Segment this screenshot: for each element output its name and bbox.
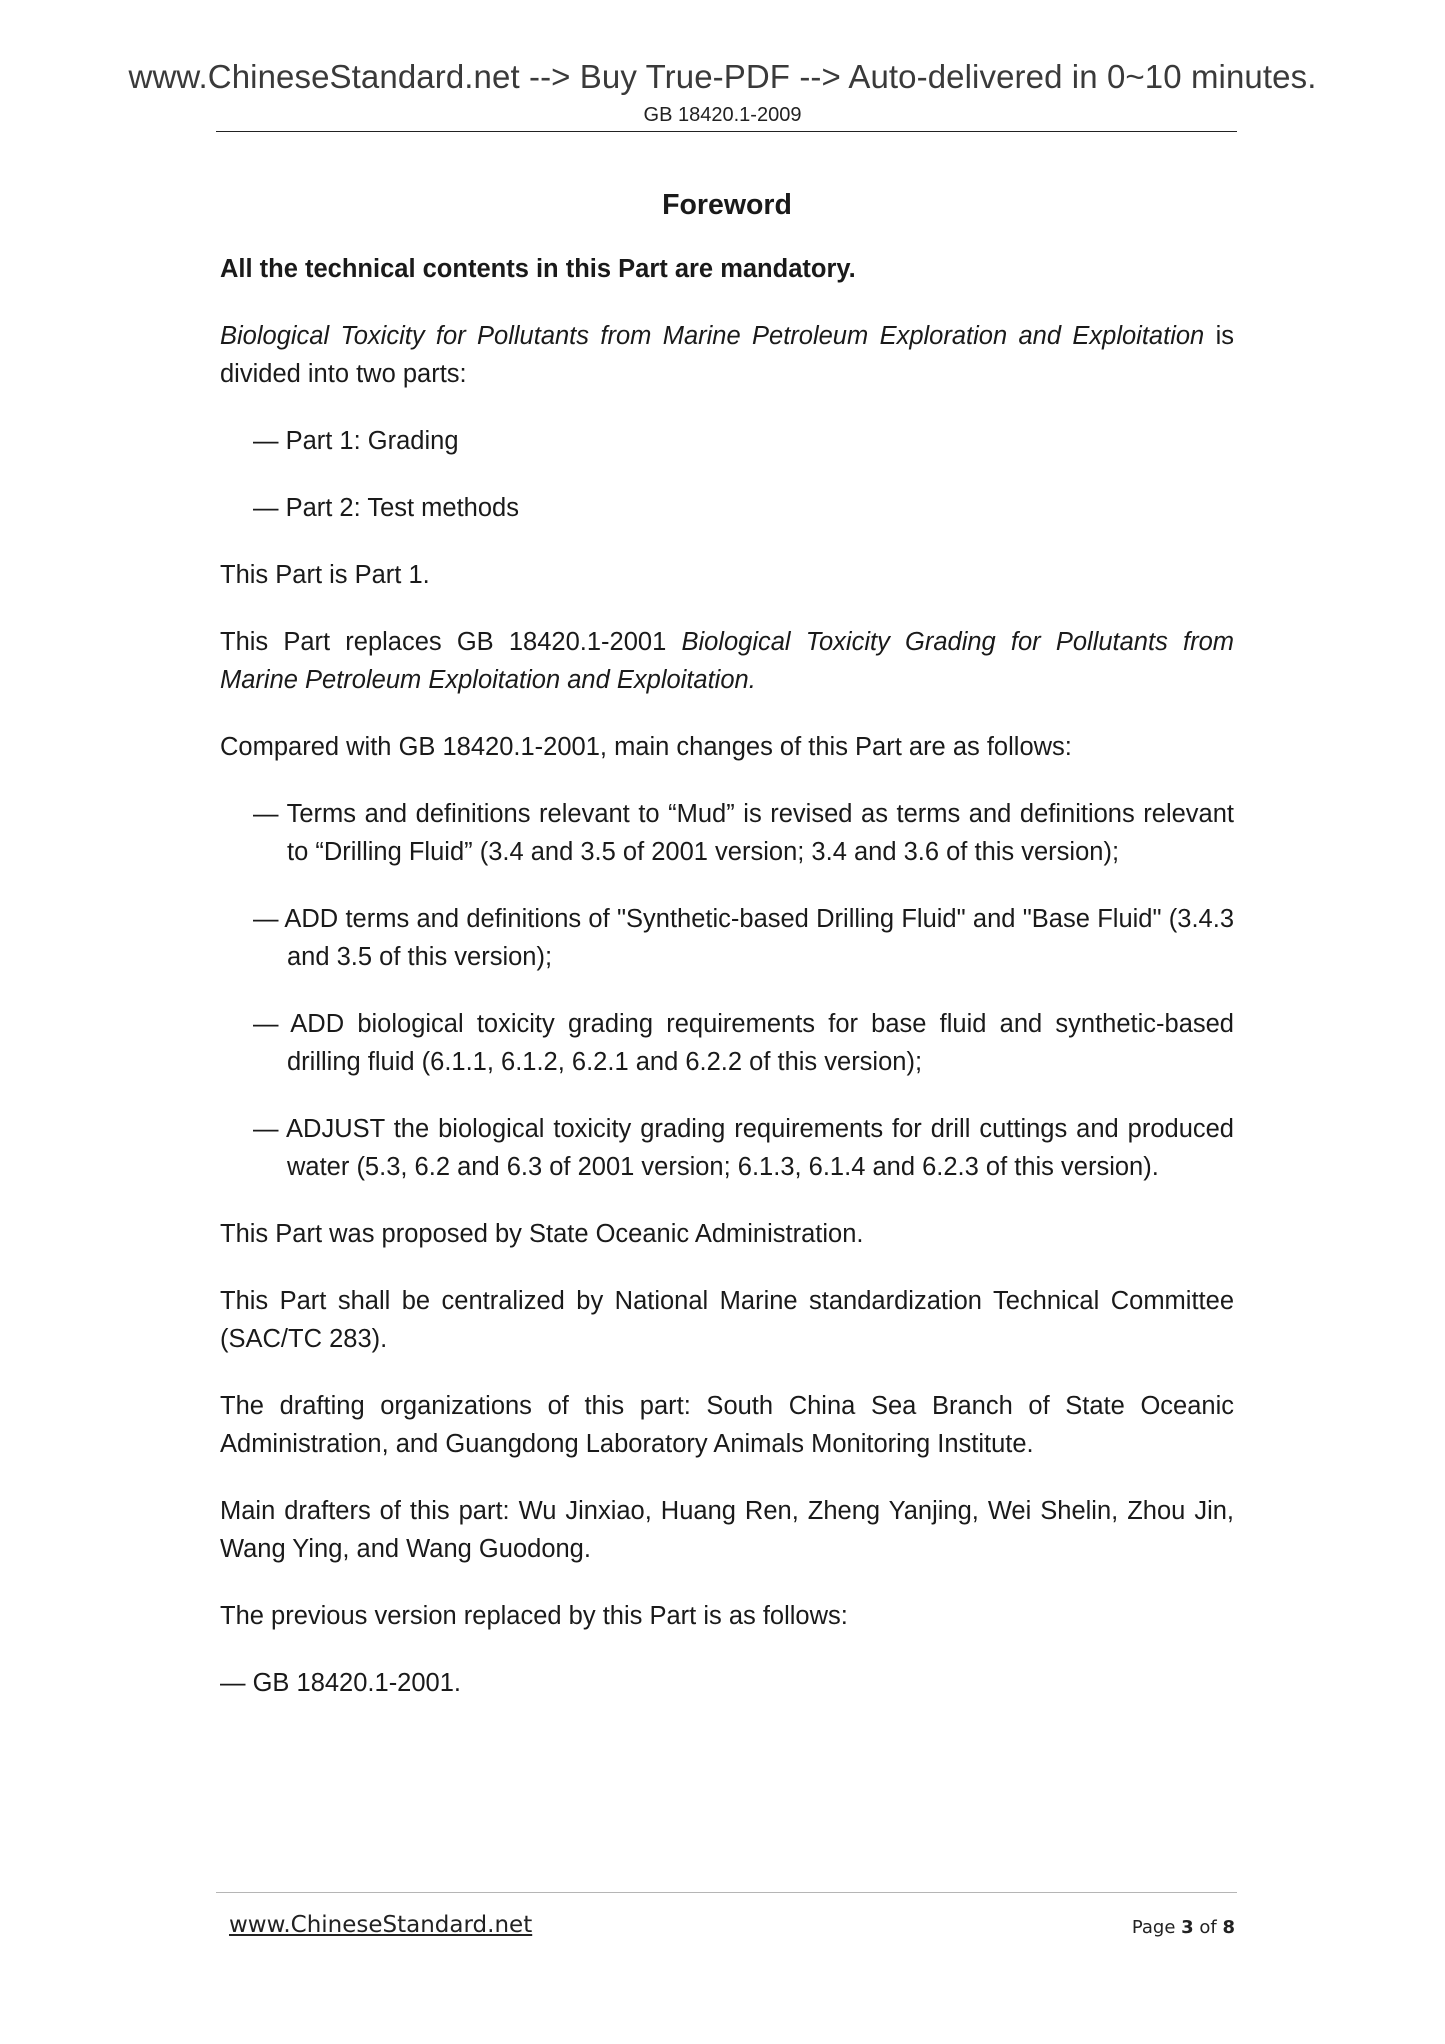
page-of: of [1193, 1917, 1223, 1938]
document-id: GB 18420.1-2009 [643, 104, 802, 126]
centralized-by-paragraph: This Part shall be centralized by National Marine standardization Technical Committee (SAC/TC 283). [220, 1287, 1234, 1353]
page-current: 3 [1181, 1917, 1194, 1938]
drafters-paragraph: Main drafters of this part: Wu Jinxiao, Huang Ren, Zheng Yanjing, Wei Shelin, Zhou Jin, Wang Ying, and Wang Guodong. [220, 1497, 1234, 1563]
footer-divider [216, 1892, 1237, 1893]
footer-website-link[interactable]: www.ChineseStandard.net [229, 1912, 533, 1938]
banner-text: www.ChineseStandard.net --> Buy True-PDF --> Auto-delivered in 0~10 minutes. [128, 58, 1317, 95]
standard-title-italic: Biological Toxicity for Pollutants from Marine Petroleum Exploration and Exploitation [220, 322, 1205, 350]
replaced-title-italic: Biological Toxicity Grading for Pollutants from Marine Petroleum Exploitation and Exploitation. [220, 628, 1234, 694]
this-part-paragraph: This Part is Part 1. [220, 561, 430, 589]
change-item-3: — ADD biological toxicity grading requirements for base fluid and synthetic-based drilling fluid (6.1.1, 6.1.2, 6.2.1 and 6.2.2 of this version); [253, 1010, 1234, 1076]
page-label: Page [1131, 1917, 1182, 1938]
change-item-2: — ADD terms and definitions of "Synthetic-based Drilling Fluid" and "Base Fluid" (3.4.3 and 3.5 of this version); [253, 905, 1234, 971]
division-paragraph [220, 317, 1234, 393]
change-item-4: — ADJUST the biological toxicity grading requirements for drill cuttings and produced water (5.3, 6.2 and 6.3 of 2001 version; 6.1.3, 6.1.4 and 6.2.3 of this version). [253, 1115, 1234, 1181]
page-number [1132, 1917, 1235, 1938]
division-rest: is divided into two parts: [220, 322, 1234, 388]
header-divider [216, 131, 1237, 132]
list-item-part-1: — Part 1: Grading [253, 427, 459, 455]
previous-intro-paragraph: The previous version replaced by this Part is as follows: [220, 1602, 848, 1630]
page-total: 8 [1222, 1917, 1235, 1938]
changes-intro: Compared with GB 18420.1-2001, main changes of this Part are as follows: [220, 733, 1072, 761]
mandatory-note: All the technical contents in this Part are mandatory. [220, 255, 856, 283]
previous-version-item: — GB 18420.1-2001. [220, 1669, 461, 1697]
proposed-by-paragraph: This Part was proposed by State Oceanic Administration. [220, 1220, 864, 1248]
replaces-lead: This Part replaces GB 18420.1-2001 [220, 628, 682, 656]
document-body [220, 186, 1234, 1702]
change-item-1: — Terms and definitions relevant to “Mud” is revised as terms and definitions relevant to “Drilling Fluid” (3.4 and 3.5 of 2001 version; 3.4 and 3.6 of this version); [253, 800, 1234, 866]
drafting-orgs-paragraph: The drafting organizations of this part: South China Sea Branch of State Oceanic Administration, and Guangdong Laboratory Animals Monitoring Institute. [220, 1392, 1234, 1458]
replaces-paragraph [220, 623, 1234, 699]
page-title: Foreword [662, 189, 792, 221]
list-item-part-2: — Part 2: Test methods [253, 494, 519, 522]
